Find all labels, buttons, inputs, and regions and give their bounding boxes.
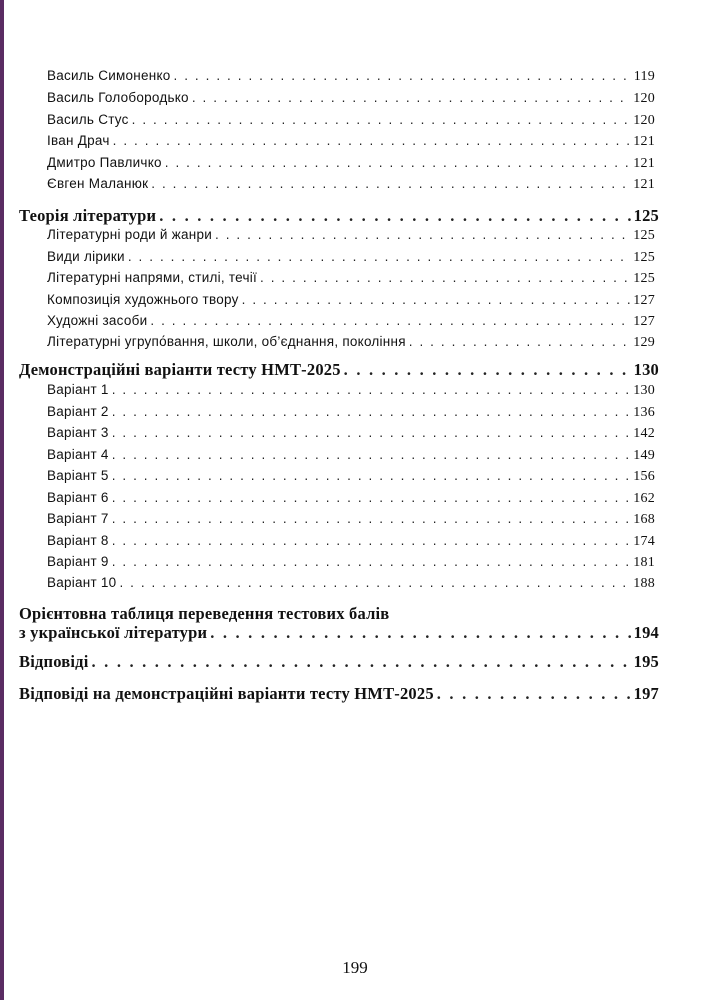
toc-section-page: 195 <box>633 652 659 671</box>
toc-entry-page: 121 <box>633 134 655 149</box>
toc-entry[interactable] <box>47 270 655 287</box>
toc-entry-page: 125 <box>633 271 655 286</box>
toc-entry[interactable] <box>47 68 655 85</box>
toc-section-title: Відповіді <box>19 652 89 671</box>
dot-leader <box>159 206 630 225</box>
toc-section-page: 197 <box>633 684 659 703</box>
toc-entry-title: Василь Стус <box>47 112 129 127</box>
toc-entry[interactable] <box>47 382 655 399</box>
toc-entry-page: 149 <box>633 448 655 463</box>
dot-leader <box>165 155 630 171</box>
toc-entry-title: Варіант 1 <box>47 382 109 397</box>
toc-entry[interactable] <box>47 334 655 351</box>
toc-entry-page: 130 <box>633 383 655 398</box>
toc-section-answers[interactable] <box>19 652 659 671</box>
toc-section-title: Демонстраційні варіанти тесту НМТ-2025 <box>19 360 341 379</box>
toc-entry-title: Літературні напрями, стилі, течії <box>47 270 258 285</box>
toc-entry-title: Василь Голобородько <box>47 90 189 105</box>
toc-entry[interactable] <box>47 575 655 592</box>
toc-entry[interactable] <box>47 533 655 550</box>
toc-entry-page: 127 <box>633 314 655 329</box>
toc-entry[interactable] <box>47 133 655 150</box>
toc-entry-page: 125 <box>633 228 655 243</box>
dot-leader <box>112 511 631 527</box>
toc-entry[interactable] <box>47 249 655 266</box>
toc-entry[interactable] <box>47 447 655 464</box>
toc-section-title: з української літератури <box>19 623 208 642</box>
dot-leader <box>215 227 630 243</box>
dot-leader <box>112 425 631 441</box>
dot-leader <box>210 623 630 642</box>
toc-section-conversion-table[interactable] <box>19 623 659 642</box>
dot-leader <box>344 360 631 379</box>
toc-entry[interactable] <box>47 176 655 193</box>
toc-entry-title: Дмитро Павличко <box>47 155 162 170</box>
toc-entry-title: Варіант 10 <box>47 575 117 590</box>
page-edge-rule <box>0 0 4 1000</box>
toc-section-demo-answers[interactable] <box>19 684 659 703</box>
dot-leader <box>150 313 630 329</box>
toc-entry[interactable] <box>47 468 655 485</box>
toc-entry-title: Варіант 8 <box>47 533 109 548</box>
toc-entry-title: Варіант 2 <box>47 404 109 419</box>
toc-entry[interactable] <box>47 554 655 571</box>
toc-entry-title: Літературні роди й жанри <box>47 227 212 242</box>
toc-entry-page: 121 <box>633 156 655 171</box>
toc-entry-page: 121 <box>633 177 655 192</box>
toc-entry[interactable] <box>47 490 655 507</box>
toc-entry-title: Василь Симоненко <box>47 68 171 83</box>
dot-leader <box>112 533 631 549</box>
dot-leader <box>409 334 630 350</box>
toc-entry-page: 119 <box>633 69 655 84</box>
dot-leader <box>260 270 630 286</box>
dot-leader <box>437 684 631 703</box>
toc-entry-title: Художні засоби <box>47 313 148 328</box>
toc-section-page: 130 <box>633 360 659 379</box>
toc-section-demo-variants[interactable] <box>19 360 659 379</box>
toc-entry[interactable] <box>47 112 655 129</box>
dot-leader <box>174 68 631 84</box>
dot-leader <box>112 468 631 484</box>
dot-leader <box>128 249 630 265</box>
toc-entry-page: 120 <box>633 113 655 128</box>
toc-entry-page: 125 <box>633 250 655 265</box>
toc-entry[interactable] <box>47 155 655 172</box>
dot-leader <box>132 112 631 128</box>
toc-entry-title: Варіант 4 <box>47 447 109 462</box>
toc-entry[interactable] <box>47 425 655 442</box>
toc-entry[interactable] <box>47 227 655 244</box>
dot-leader <box>242 292 631 308</box>
toc-entry-page: 142 <box>633 426 655 441</box>
toc-entry-title: Іван Драч <box>47 133 110 148</box>
dot-leader <box>112 447 631 463</box>
dot-leader <box>112 490 631 506</box>
toc-entry-page: 181 <box>633 555 655 570</box>
toc-section-title: Відповіді на демонстраційні варіанти тесту НМТ-2025 <box>19 684 434 703</box>
toc-entry-title: Варіант 7 <box>47 511 109 526</box>
toc-entry-title: Варіант 9 <box>47 554 109 569</box>
toc-entry-page: 188 <box>633 576 655 591</box>
toc-entry-page: 156 <box>633 469 655 484</box>
toc-entry[interactable] <box>47 90 655 107</box>
toc-entry-title: Варіант 3 <box>47 425 109 440</box>
toc-entry[interactable] <box>47 404 655 421</box>
dot-leader <box>112 404 631 420</box>
toc-entry-page: 120 <box>633 91 655 106</box>
toc-section-theory[interactable] <box>19 206 659 225</box>
toc-entry-page: 129 <box>633 335 655 350</box>
toc-entry-page: 174 <box>633 534 655 549</box>
toc-entry-page: 162 <box>633 491 655 506</box>
toc-entry[interactable] <box>47 511 655 528</box>
dot-leader <box>92 652 631 671</box>
dot-leader <box>112 382 631 398</box>
toc-entry-title: Літературні угрупо́вання, школи, об’єднання, покоління <box>47 334 406 349</box>
dot-leader <box>112 554 631 570</box>
toc-section-conversion-title-line1[interactable]: Орієнтовна таблиця переведення тестових балів <box>19 604 390 623</box>
dot-leader <box>192 90 630 106</box>
toc-section-title: Теорія літератури <box>19 206 157 225</box>
dot-leader <box>151 176 630 192</box>
toc-entry[interactable] <box>47 313 655 330</box>
toc-entry-title: Композиція художнього твору <box>47 292 239 307</box>
dot-leader <box>119 575 630 591</box>
toc-entry-title: Варіант 5 <box>47 468 109 483</box>
dot-leader <box>113 133 631 149</box>
toc-entry[interactable] <box>47 292 655 309</box>
toc-entry-page: 127 <box>633 293 655 308</box>
toc-entry-page: 136 <box>633 405 655 420</box>
toc-entry-title: Види лірики <box>47 249 125 264</box>
page-number: 199 <box>342 958 368 977</box>
toc-section-page: 125 <box>633 206 659 225</box>
toc-entry-title: Євген Маланюк <box>47 176 149 191</box>
toc-entry-page: 168 <box>633 512 655 527</box>
toc-section-page: 194 <box>633 623 659 642</box>
toc-entry-title: Варіант 6 <box>47 490 109 505</box>
